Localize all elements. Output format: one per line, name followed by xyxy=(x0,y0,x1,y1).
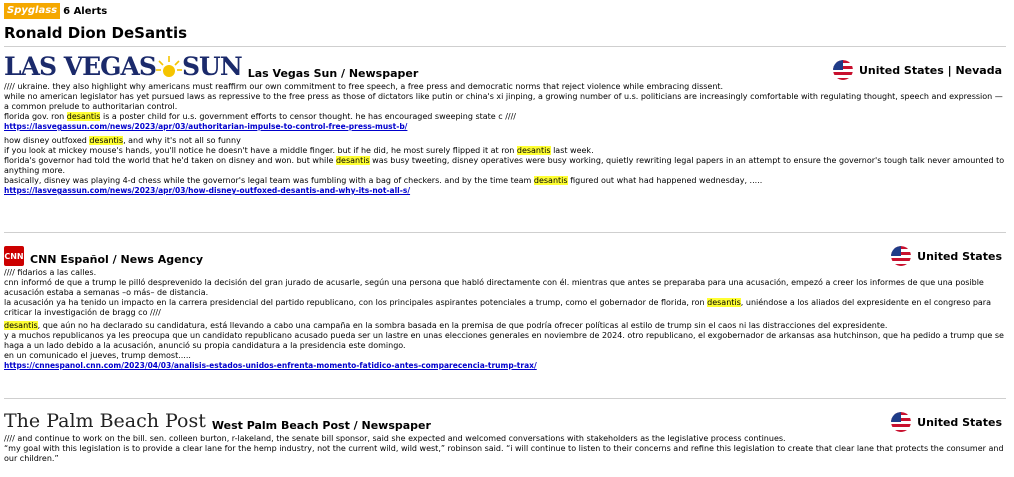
snippet-line xyxy=(4,136,1006,146)
snippet-line xyxy=(4,351,1006,361)
snippet-line xyxy=(4,176,1006,186)
palm-beach-post-logo: The Palm Beach Post xyxy=(4,410,206,432)
snippet-line xyxy=(4,112,1006,122)
las-vegas-sun-logo xyxy=(4,54,242,80)
snippet-line xyxy=(4,146,1006,156)
source-name[interactable]: CNN Español / News Agency xyxy=(30,253,204,266)
snippet-text: basically, disney was playing 4-d chess while the governor's legal team was fumbling with a bag of checkers. and by the time team xyxy=(4,176,534,185)
source-name[interactable]: Las Vegas Sun / Newspaper xyxy=(247,67,419,80)
article-source-row xyxy=(4,236,1006,268)
snippet-line xyxy=(4,444,1006,464)
keyword-highlight: desantis xyxy=(516,146,551,155)
snippet-text: was busy tweeting, disney operatives were busy working, quietly rewriting legal papers in an attempt to ensure the governor's tough talk never amounted to anything more. xyxy=(4,156,1005,175)
keyword-highlight: desantis xyxy=(89,136,124,145)
source-block xyxy=(4,54,418,80)
snippet-text: how disney outfoxed xyxy=(4,136,90,145)
snippet-text: last week. xyxy=(550,146,594,155)
snippet-text: //// and continue to work on the bill. sen. colleen burton, r-lakeland, the senate bill sponsor, said she expected and welcomed conversations with stakeholders as the legislative process continues. xyxy=(4,434,786,443)
country-block xyxy=(833,60,1002,80)
snippet-text: figured out what had happened wednesday, ..... xyxy=(567,176,763,185)
snippet-line xyxy=(4,268,1006,278)
source-name[interactable]: West Palm Beach Post / Newspaper xyxy=(211,419,431,432)
us-flag-icon xyxy=(891,412,911,432)
logo-text-part1: LAS VEGAS xyxy=(4,52,156,81)
source-block xyxy=(4,410,431,432)
page-title: Ronald Dion DeSantis xyxy=(4,24,188,42)
divider xyxy=(4,398,1006,399)
snippet-text: la acusación ya ha tenido un impacto en la carrera presidencial del partido republicano, con los principales aspirantes potenciales a trump, como el gobernador de florida, ron xyxy=(4,298,708,307)
snippet-line xyxy=(4,82,1006,92)
snippet-line xyxy=(4,156,1006,176)
snippet-line xyxy=(4,92,1006,112)
article-link[interactable]: https://lasvegassun.com/news/2023/apr/03/how-disney-outfoxed-desantis-and-why-its-not-all-s/ xyxy=(4,186,411,195)
snippet-text: cnn informó de que a trump le pilló desprevenido la decisión del gran jurado de acusarle, según una persona que habló directamente con él. mientras que antes se preparaba para una acusación, empezó a creer los informes de que una posible acusación estaba a semanas –o más– de distancia. xyxy=(4,278,984,297)
snippet-line xyxy=(4,331,1006,351)
sun-icon xyxy=(156,54,182,80)
snippet-text: , uniéndose a los aliados del expresidente en el congreso para criticar la investigación de bragg co //// xyxy=(4,298,991,317)
us-flag-icon xyxy=(833,60,853,80)
cnn-logo: CNN xyxy=(4,246,24,266)
snippet-text: florida gov. ron xyxy=(4,112,67,121)
keyword-highlight: desantis xyxy=(533,176,568,185)
article-source-row xyxy=(4,402,1006,434)
snippet-text: “my goal with this legislation is to provide a clear lane for the hemp industry, not the current wild, wild west,” robinson said. “i will continue to listen to their concerns and refine this legislation to create that clear lane that protects the consumer and our children.” xyxy=(4,444,1004,463)
snippet-line xyxy=(4,298,1006,318)
snippet-text: //// fidarios a las calles. xyxy=(4,268,97,277)
snippet-text: while no american legislator has yet pursued laws as repressive to the free press as those of dictators like putin or china's xi jinping, a growing number of u.s. politicians are increasingly comfortable with regulating thought, speech and expression — a common prelude to authoritarian control. xyxy=(4,92,1003,111)
logo-text-part2: SUN xyxy=(182,52,242,81)
country-block xyxy=(891,246,1002,266)
article-link[interactable]: https://lasvegassun.com/news/2023/apr/03/authoritarian-impulse-to-control-free-press-must-b/ xyxy=(4,122,408,131)
snippet-text: florida's governor had told the world that he'd taken on disney and won. but while xyxy=(4,156,336,165)
snippet-line xyxy=(4,434,1006,444)
snippet-text: en un comunicado el jueves, trump demost..... xyxy=(4,351,191,360)
source-block xyxy=(4,246,203,266)
snippet-text: , and why it's not all so funny xyxy=(123,136,241,145)
article-card xyxy=(4,236,1006,371)
snippet-text: is a poster child for u.s. government efforts to censor thought. he has encouraged sweeping state c //// xyxy=(100,112,516,121)
snippet-text: if you look at mickey mouse's hands, you'll notice he doesn't have a middle finger. but if he did, he most surely flipped it at ron xyxy=(4,146,517,155)
article-card xyxy=(4,50,1006,196)
country-label: United States | Nevada xyxy=(858,63,1002,77)
country-block xyxy=(891,412,1002,432)
article-link[interactable]: https://cnnespanol.cnn.com/2023/04/03/analisis-estados-unidos-enfrenta-momento-fatidico-antes-comparecencia-trump-trax/ xyxy=(4,361,537,370)
divider xyxy=(4,232,1006,233)
keyword-highlight: desantis xyxy=(66,112,101,121)
snippet-text: //// ukraine. they also highlight why americans must reaffirm our own commitment to free speech, a free press and democratic norms that reject violence while embracing dissent. xyxy=(4,82,724,91)
snippet-line xyxy=(4,278,1006,298)
top-bar xyxy=(4,3,107,19)
keyword-highlight: desantis xyxy=(335,156,370,165)
country-label: United States xyxy=(917,415,1002,429)
alerts-count[interactable]: 6 Alerts xyxy=(63,5,108,17)
snippet-text: , que aún no ha declarado su candidatura, está llevando a cabo una campaña en la sombra basada en la premisa de que podría ofrecer políticas al estilo de trump sin el caos ni las distracciones del expresidente. xyxy=(37,321,888,330)
us-flag-icon xyxy=(891,246,911,266)
snippet-text: y a muchos republicanos ya les preocupa que un candidato republicano acusado pueda ser un lastre en unas elecciones generales en noviembre de 2024. otro republicano, el exgobernador de arkansas asa hutchinson, que ha pedido a trump que se haga a un lado debido a la acusación, anunció su propia candidatura a la presidencia este domingo. xyxy=(4,331,1004,350)
keyword-highlight: desantis xyxy=(707,298,741,307)
spyglass-logo[interactable]: Spyglass xyxy=(4,3,60,19)
article-source-row xyxy=(4,50,1006,82)
keyword-highlight: desantis xyxy=(4,321,38,330)
snippet-line xyxy=(4,321,1006,331)
country-label: United States xyxy=(917,249,1002,263)
article-card xyxy=(4,402,1006,464)
divider xyxy=(4,46,1006,47)
